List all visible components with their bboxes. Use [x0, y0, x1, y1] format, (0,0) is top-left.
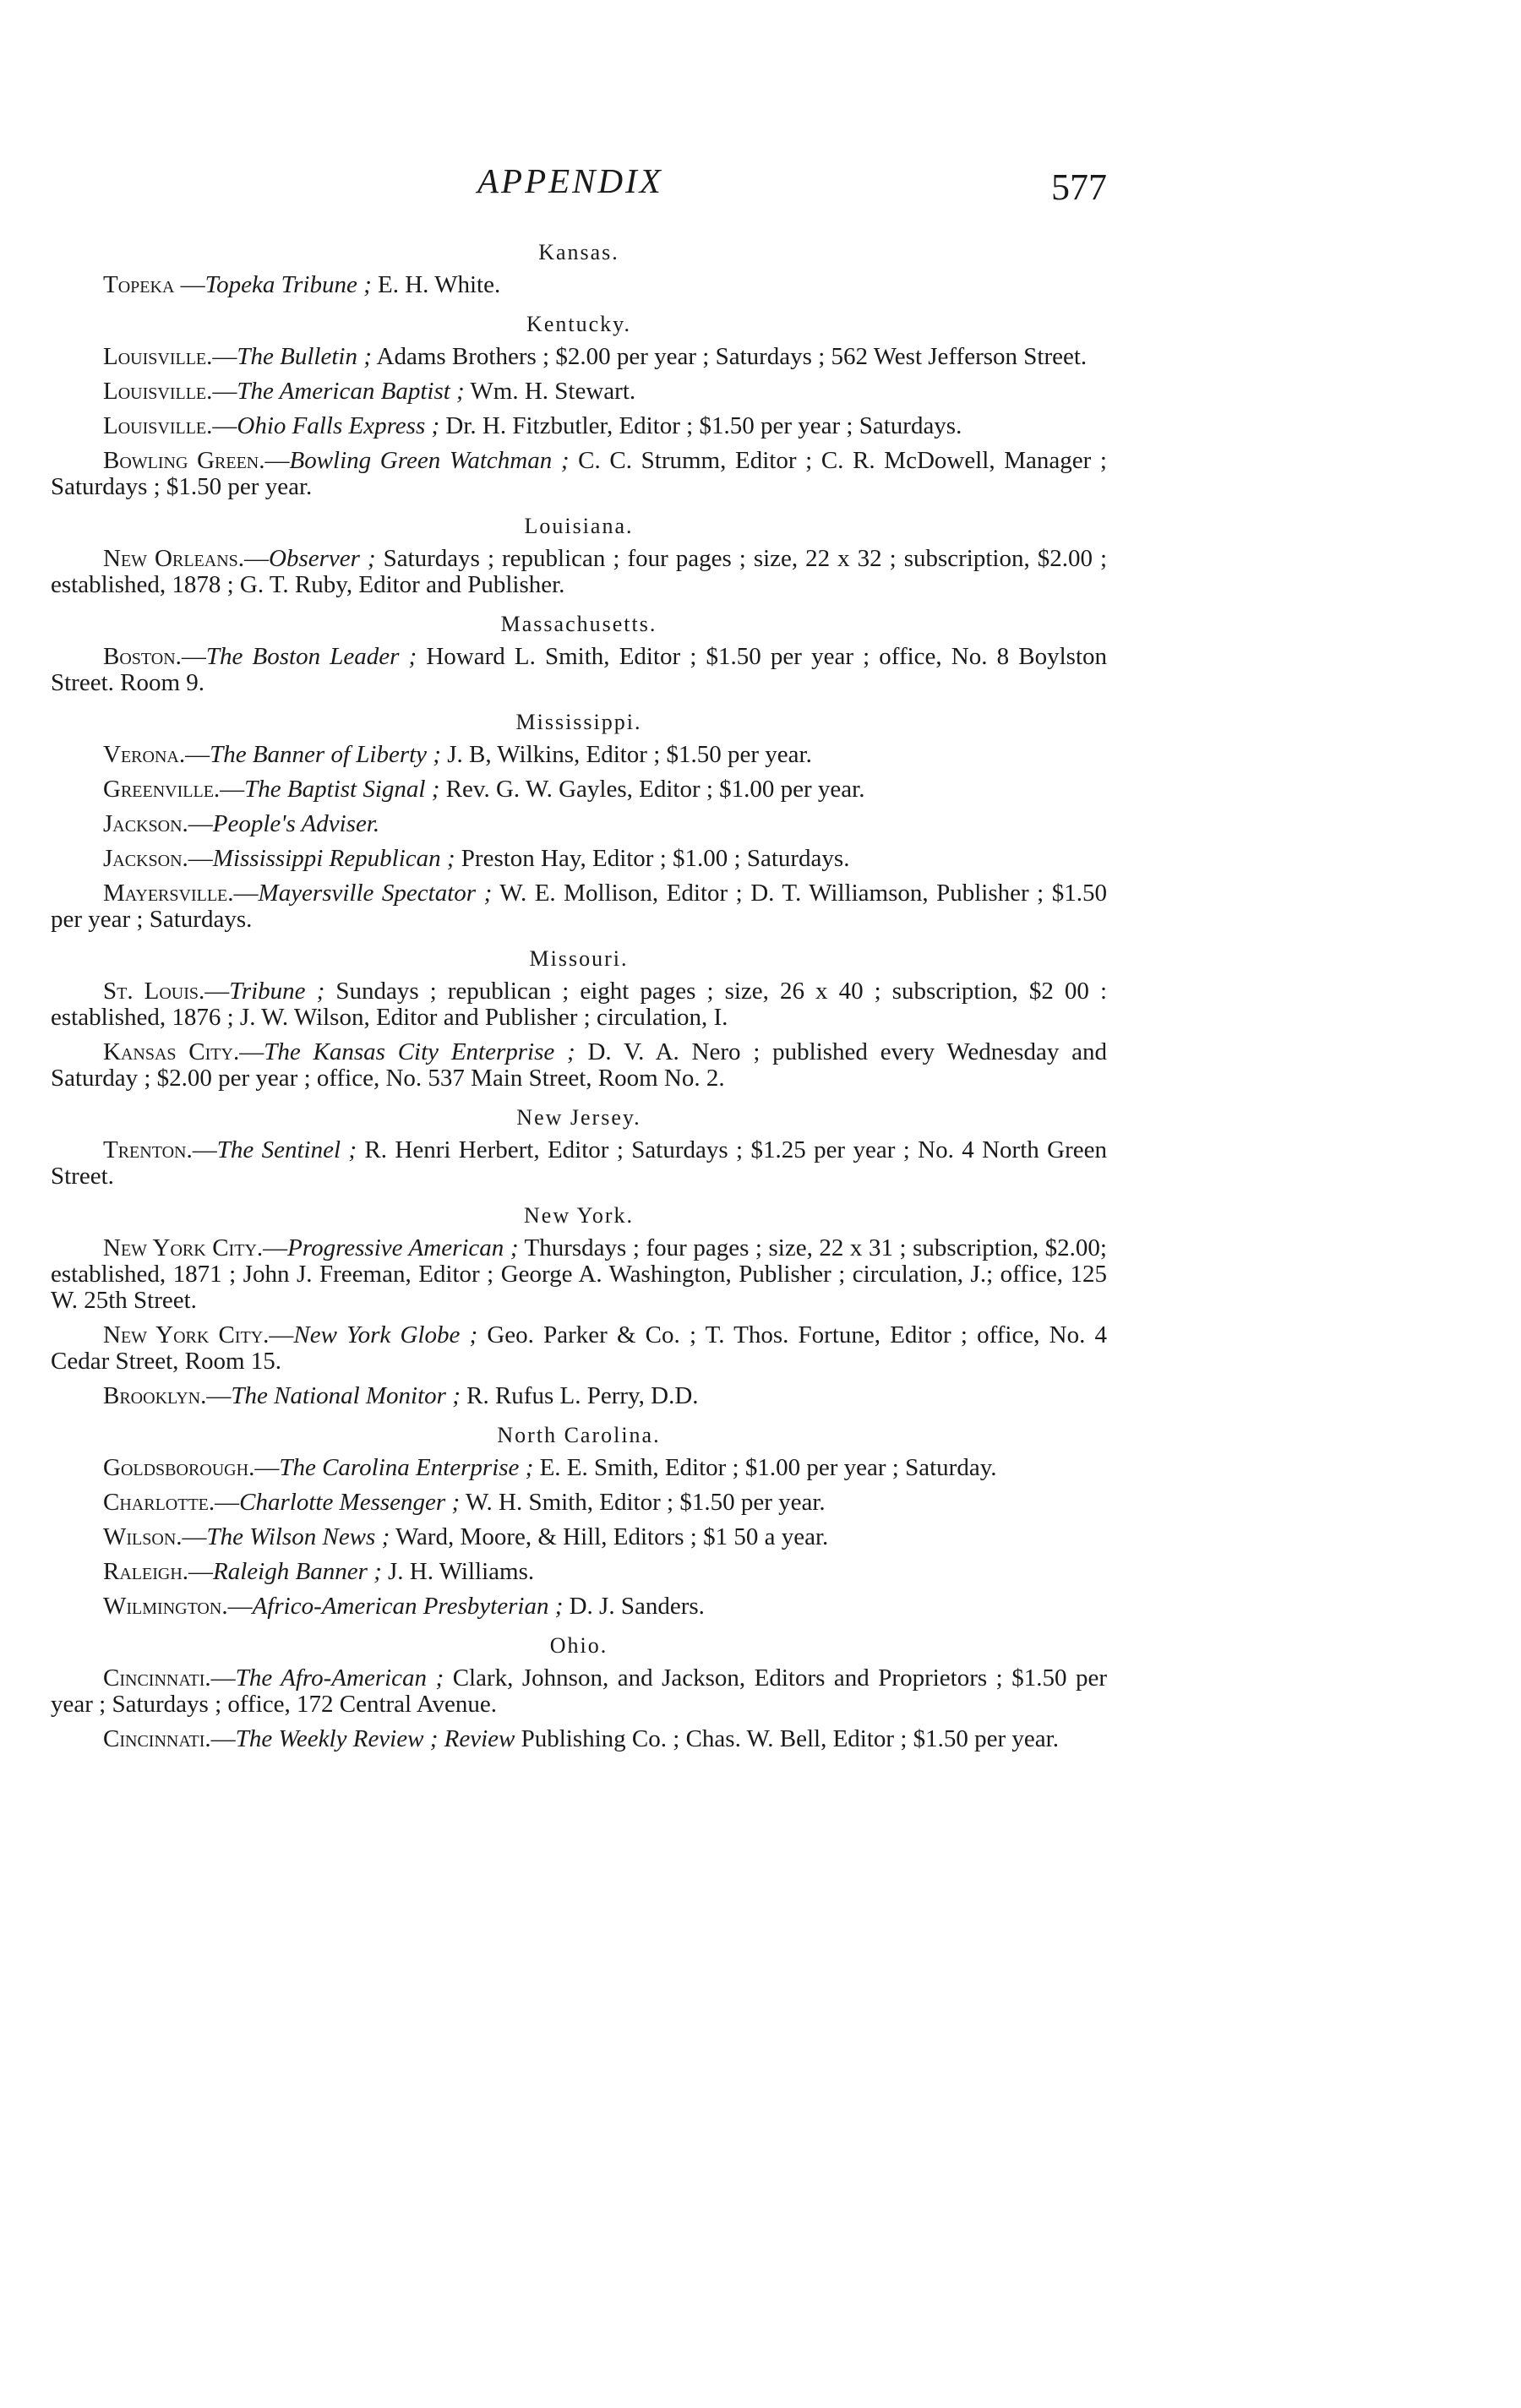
entry-paper-title: The Carolina Enterprise ; [279, 1454, 534, 1481]
newspaper-entry [51, 1490, 1107, 1516]
entry-city: New York City.— [103, 1321, 294, 1348]
entry-city: Kansas City.— [103, 1038, 264, 1065]
newspaper-entry [51, 344, 1107, 370]
entry-city: Topeka — [103, 271, 205, 298]
state-heading: Kentucky. [526, 312, 631, 336]
entry-paper-title: The Baptist Signal ; [244, 776, 440, 803]
entry-paper-title: People's Adviser. [212, 810, 380, 837]
state-heading: New York. [524, 1203, 634, 1228]
entry-city: Mayersville.— [103, 880, 259, 907]
entry-paper-title: Charlotte Messenger ; [239, 1489, 461, 1516]
newspaper-entry [51, 1039, 1107, 1092]
entry-city: Wilson.— [103, 1523, 207, 1550]
entry-city: New York City.— [103, 1234, 288, 1261]
newspaper-entry [51, 1322, 1107, 1375]
entry-details: C. C. Strumm, Editor ; C. R. McDowell, Manager ; Saturdays ; $1.50 per year. [51, 447, 1107, 500]
newspaper-entry [51, 1137, 1107, 1190]
newspaper-entry [51, 1383, 1107, 1409]
newspaper-entry [51, 742, 1107, 768]
entry-details: J. H. Williams. [381, 1558, 535, 1585]
entry-details: W. H. Smith, Editor ; $1.50 per year. [460, 1489, 826, 1516]
entry-city: New Orleans.— [103, 545, 270, 572]
state-heading: North Carolina. [497, 1423, 661, 1447]
entry-paper-title: The Boston Leader ; [205, 643, 417, 670]
entry-paper-title: The Bulletin ; [237, 343, 372, 370]
entry-city: Louisville.— [103, 412, 237, 439]
state-heading: Ohio. [549, 1633, 608, 1658]
entry-details: Publishing Co. ; Chas. W. Bell, Editor ; $1.50 per year. [515, 1725, 1059, 1752]
newspaper-entry [51, 1524, 1107, 1550]
entry-paper-title: Bowling Green Watchman ; [289, 447, 570, 474]
entry-details: Saturdays ; republican ; four pages ; size, 22 x 32 ; subscription, $2.00 ; established, 1878 ; G. T. Ruby, Editor and Publisher. [51, 545, 1108, 598]
entry-city: Wilmington.— [103, 1593, 253, 1620]
entry-city: Cincinnati.— [103, 1725, 236, 1752]
state-heading: Massachusetts. [500, 612, 657, 636]
entry-city: Jackson.— [103, 845, 213, 872]
entry-details: Geo. Parker & Co. ; T. Thos. Fortune, Editor ; office, No. 4 Cedar Street, Room 15. [51, 1321, 1107, 1375]
entry-paper-title: Ohio Falls Express ; [237, 412, 440, 439]
entry-details: E. E. Smith, Editor ; $1.00 per year ; Saturday. [533, 1454, 997, 1481]
entry-paper-title: The Sentinel ; [216, 1136, 357, 1163]
newspaper-entry [51, 448, 1107, 500]
entry-details: W. E. Mollison, Editor ; D. T. Williamson, Publisher ; $1.50 per year ; Saturdays. [51, 880, 1108, 933]
state-heading: Mississippi. [515, 710, 642, 734]
entry-city: Louisville.— [103, 343, 237, 370]
state-section [51, 708, 1107, 933]
entry-city: Goldsborough.— [103, 1454, 280, 1481]
entry-city: Charlotte.— [103, 1489, 240, 1516]
newspaper-entry [51, 272, 1107, 298]
entry-city: Verona.— [103, 741, 210, 768]
entry-details: Rev. G. W. Gayles, Editor ; $1.00 per year. [439, 776, 865, 803]
state-heading: Missouri. [529, 946, 629, 971]
entry-details: E. H. White. [371, 271, 501, 298]
entry-details: J. B, Wilkins, Editor ; $1.50 per year. [440, 741, 812, 768]
entry-details: Adams Brothers ; $2.00 per year ; Saturdays ; 562 West Jefferson Street. [371, 343, 1088, 370]
entry-paper-title: The Kansas City Enterprise ; [264, 1038, 575, 1065]
entry-paper-title: Mayersville Spectator ; [258, 880, 493, 907]
state-heading: New Jersey. [516, 1105, 641, 1130]
newspaper-entry [51, 546, 1107, 598]
entry-city: Louisville.— [103, 378, 237, 405]
newspaper-entry [51, 1455, 1107, 1481]
entry-city: Bowling Green.— [103, 447, 290, 474]
state-section [51, 1421, 1107, 1620]
state-section [51, 610, 1107, 696]
entry-paper-title: The American Baptist ; [237, 378, 465, 405]
entry-details: Sundays ; republican ; eight pages ; size, 26 x 40 ; subscription, $2 00 : established, 1876 ; J. W. Wilson, Editor and Publisher ; circulation, I. [51, 978, 1107, 1031]
entry-details: Clark, Johnson, and Jackson, Editors and Proprietors ; $1.50 per year ; Saturdays ; office, 172 Central Avenue. [51, 1664, 1107, 1718]
entry-details: Dr. H. Fitzbutler, Editor ; $1.50 per year ; Saturdays. [439, 412, 962, 439]
state-section [51, 1201, 1107, 1409]
state-section [51, 512, 1107, 598]
entry-paper-title: Observer ; [269, 545, 376, 572]
state-section [51, 1103, 1107, 1190]
entry-details: Howard L. Smith, Editor ; $1.50 per year ; office, No. 8 Boylston Street. Room 9. [51, 643, 1108, 696]
state-heading: Kansas. [538, 240, 619, 264]
entry-paper-title: The Banner of Liberty ; [210, 741, 441, 768]
state-heading: Louisiana. [524, 514, 634, 538]
entry-paper-title: Mississippi Republican ; [212, 845, 455, 872]
page-number: 577 [1051, 166, 1107, 208]
newspaper-entry [51, 811, 1107, 837]
entry-details: Wm. H. Stewart. [464, 378, 636, 405]
newspaper-entry [51, 846, 1107, 872]
entry-details: Ward, Moore, & Hill, Editors ; $1 50 a year. [390, 1523, 829, 1550]
newspaper-entry [51, 1235, 1107, 1314]
entry-paper-title: The National Monitor ; [231, 1382, 461, 1409]
entry-paper-title: New York Globe ; [293, 1321, 478, 1348]
entry-city: Raleigh.— [103, 1558, 214, 1585]
entry-city: Jackson.— [103, 810, 213, 837]
directory-listing [51, 238, 1107, 1764]
entry-city: Trenton.— [103, 1136, 217, 1163]
entry-details: D. V. A. Nero ; published every Wednesday and Saturday ; $2.00 per year ; office, No. 537 Main Street, Room No. 2. [51, 1038, 1107, 1092]
entry-city: Cincinnati.— [103, 1664, 236, 1692]
entry-paper-title: The Wilson News ; [206, 1523, 390, 1550]
entry-city: Brooklyn.— [103, 1382, 232, 1409]
entry-paper-title: The Afro-American ; [235, 1664, 444, 1692]
running-head [51, 161, 1107, 211]
state-section [51, 945, 1107, 1092]
state-section [51, 1632, 1107, 1752]
entry-details: R. Rufus L. Perry, D.D. [460, 1382, 699, 1409]
entry-paper-title: The Weekly Review ; Review [235, 1725, 515, 1752]
state-section [51, 238, 1107, 298]
entry-paper-title: Progressive American ; [287, 1234, 519, 1261]
newspaper-entry [51, 776, 1107, 803]
newspaper-entry [51, 880, 1107, 933]
newspaper-entry [51, 978, 1107, 1031]
entry-details: Thursdays ; four pages ; size, 22 x 31 ; subscription, $2.00; established, 1871 ; John J. Freeman, Editor ; George A. Washington, Publisher ; circulation, J.; office, 125 W. 25th Street. [51, 1234, 1107, 1314]
entry-city: Boston.— [103, 643, 206, 670]
entry-details: D. J. Sanders. [563, 1593, 705, 1620]
entry-paper-title: Tribune ; [229, 978, 325, 1005]
entry-city: St. Louis.— [103, 978, 230, 1005]
entry-paper-title: Topeka Tribune ; [204, 271, 372, 298]
entry-city: Greenville.— [103, 776, 245, 803]
newspaper-entry [51, 1559, 1107, 1585]
entry-details: Preston Hay, Editor ; $1.00 ; Saturdays. [455, 845, 850, 872]
newspaper-entry [51, 379, 1107, 405]
newspaper-entry [51, 413, 1107, 439]
state-section [51, 310, 1107, 500]
entry-paper-title: Raleigh Banner ; [213, 1558, 382, 1585]
running-title: APPENDIX [477, 161, 663, 200]
newspaper-entry [51, 1665, 1107, 1718]
newspaper-entry [51, 644, 1107, 696]
entry-paper-title: Africo-American Presbyterian ; [252, 1593, 564, 1620]
entry-details: R. Henri Herbert, Editor ; Saturdays ; $1.25 per year ; No. 4 North Green Street. [51, 1136, 1107, 1190]
newspaper-entry [51, 1594, 1107, 1620]
newspaper-entry [51, 1726, 1107, 1752]
